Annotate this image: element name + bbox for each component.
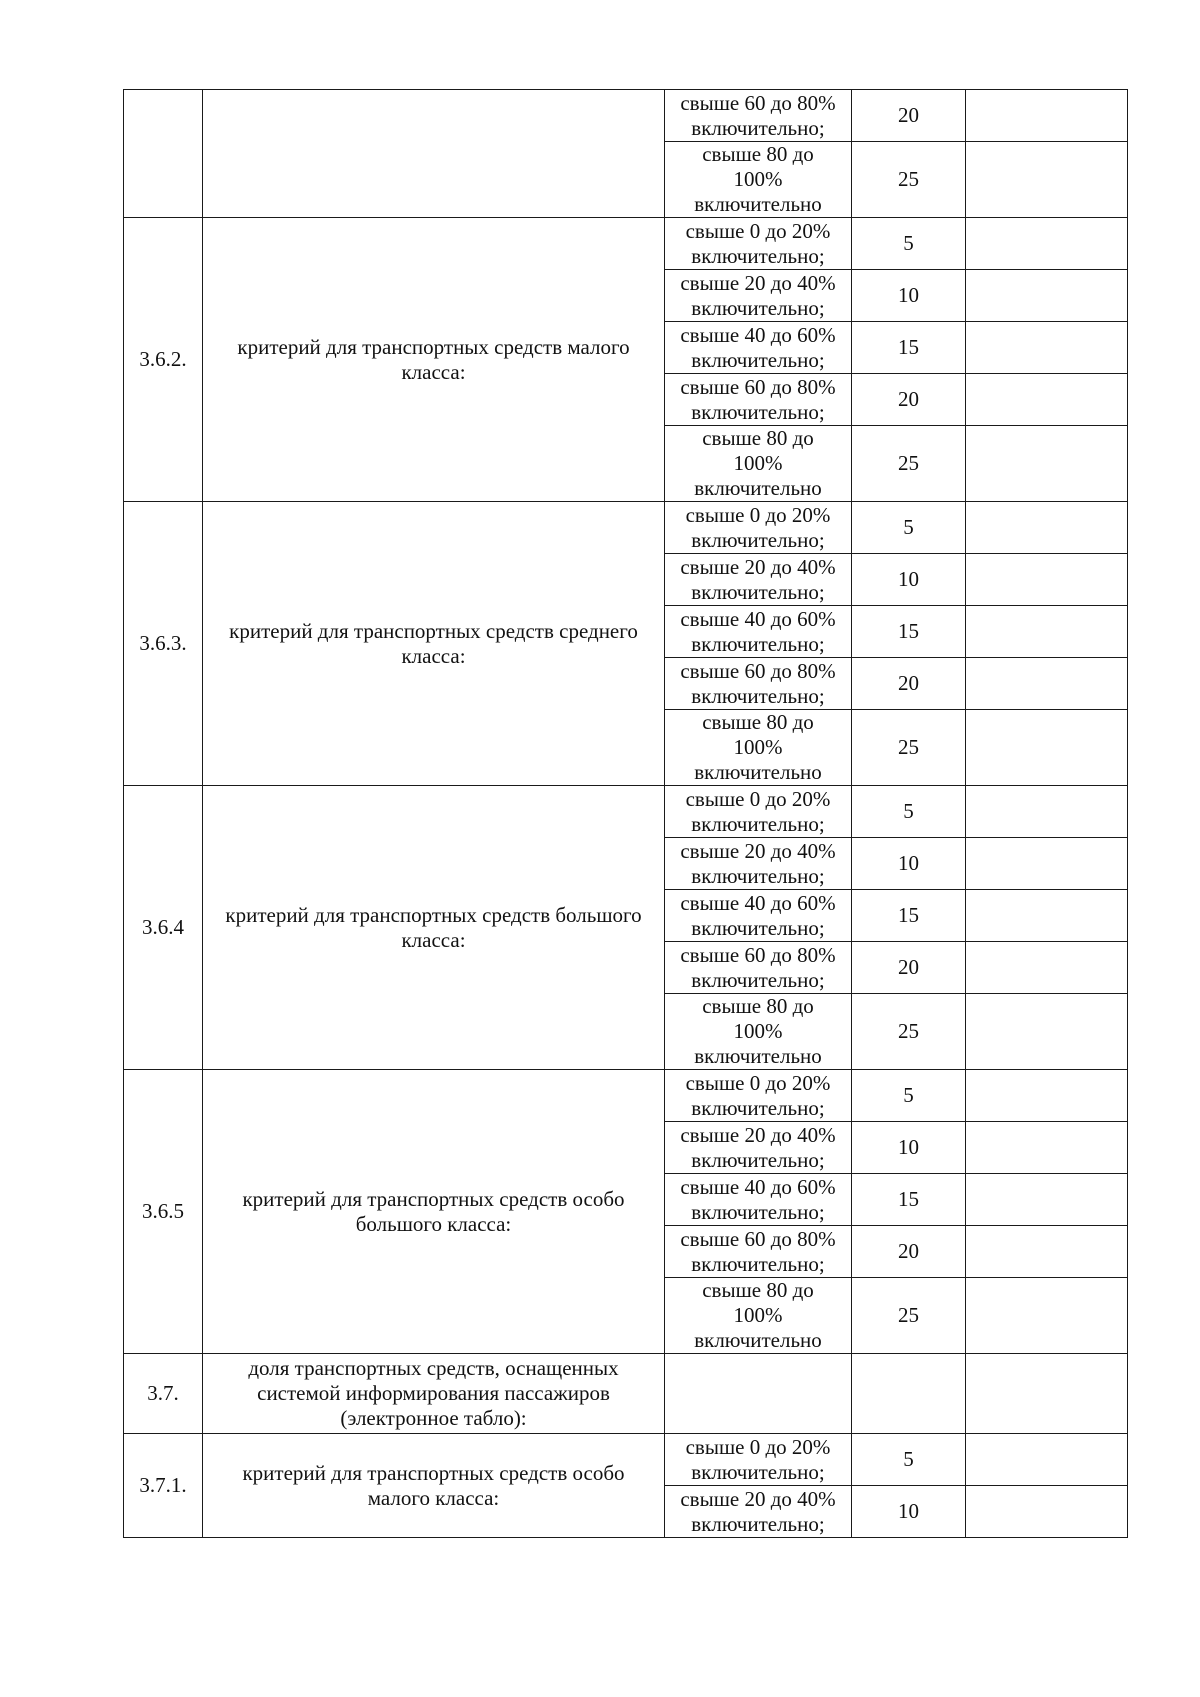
range-cell: свыше 80 до 100% включительно [665, 426, 852, 502]
score-cell: 15 [852, 890, 966, 942]
score-cell [852, 1354, 966, 1434]
empty-cell [966, 554, 1128, 606]
score-cell: 5 [852, 1070, 966, 1122]
range-cell: свыше 20 до 40% включительно; [665, 1486, 852, 1538]
item-number-cell: 3.6.2. [124, 218, 203, 502]
score-cell: 25 [852, 142, 966, 218]
empty-cell [966, 1434, 1128, 1486]
table-row [124, 90, 1128, 142]
score-cell: 20 [852, 658, 966, 710]
range-cell: свыше 80 до 100% включительно [665, 1278, 852, 1354]
empty-cell [966, 1226, 1128, 1278]
empty-cell [966, 374, 1128, 426]
empty-cell [966, 1174, 1128, 1226]
empty-cell [966, 1070, 1128, 1122]
range-cell: свыше 60 до 80% включительно; [665, 90, 852, 142]
empty-cell [966, 890, 1128, 942]
score-cell: 5 [852, 786, 966, 838]
empty-cell [966, 1486, 1128, 1538]
score-cell: 20 [852, 374, 966, 426]
score-cell: 15 [852, 606, 966, 658]
range-cell: свыше 60 до 80% включительно; [665, 942, 852, 994]
empty-cell [966, 786, 1128, 838]
item-number-cell: 3.7.1. [124, 1434, 203, 1538]
range-cell: свыше 20 до 40% включительно; [665, 554, 852, 606]
item-number-cell [124, 90, 203, 218]
range-cell: свыше 0 до 20% включительно; [665, 1070, 852, 1122]
empty-cell [966, 1122, 1128, 1174]
score-cell: 10 [852, 1122, 966, 1174]
criterion-cell [203, 90, 665, 218]
score-cell: 5 [852, 1434, 966, 1486]
item-number-cell: 3.6.5 [124, 1070, 203, 1354]
range-cell: свыше 60 до 80% включительно; [665, 1226, 852, 1278]
score-cell: 15 [852, 1174, 966, 1226]
item-number-cell: 3.7. [124, 1354, 203, 1434]
score-cell: 25 [852, 710, 966, 786]
range-cell: свыше 0 до 20% включительно; [665, 786, 852, 838]
table-row [124, 1434, 1128, 1486]
empty-cell [966, 426, 1128, 502]
empty-cell [966, 270, 1128, 322]
empty-cell [966, 942, 1128, 994]
criterion-cell: доля транспортных средств, оснащенных системой информирования пассажиров (электронное табло): [203, 1354, 665, 1434]
item-number-cell: 3.6.3. [124, 502, 203, 786]
score-cell: 10 [852, 838, 966, 890]
range-cell: свыше 0 до 20% включительно; [665, 502, 852, 554]
score-cell: 10 [852, 554, 966, 606]
range-cell: свыше 80 до 100% включительно [665, 142, 852, 218]
range-cell: свыше 20 до 40% включительно; [665, 270, 852, 322]
range-cell: свыше 80 до 100% включительно [665, 994, 852, 1070]
range-cell: свыше 0 до 20% включительно; [665, 218, 852, 270]
table-row [124, 218, 1128, 270]
table-row [124, 502, 1128, 554]
range-cell: свыше 40 до 60% включительно; [665, 322, 852, 374]
score-cell: 25 [852, 426, 966, 502]
criterion-cell: критерий для транспортных средств большого класса: [203, 786, 665, 1070]
score-cell: 20 [852, 90, 966, 142]
empty-cell [966, 1354, 1128, 1434]
criterion-cell: критерий для транспортных средств малого класса: [203, 218, 665, 502]
criterion-cell: критерий для транспортных средств особо большого класса: [203, 1070, 665, 1354]
criteria-table-body [124, 90, 1128, 1538]
criterion-cell: критерий для транспортных средств особо малого класса: [203, 1434, 665, 1538]
empty-cell [966, 606, 1128, 658]
empty-cell [966, 838, 1128, 890]
empty-cell [966, 1278, 1128, 1354]
range-cell: свыше 60 до 80% включительно; [665, 374, 852, 426]
empty-cell [966, 322, 1128, 374]
score-cell: 10 [852, 270, 966, 322]
empty-cell [966, 90, 1128, 142]
score-cell: 5 [852, 502, 966, 554]
table-row [124, 1070, 1128, 1122]
score-cell: 25 [852, 1278, 966, 1354]
range-cell: свыше 40 до 60% включительно; [665, 1174, 852, 1226]
empty-cell [966, 994, 1128, 1070]
range-cell: свыше 20 до 40% включительно; [665, 1122, 852, 1174]
range-cell: свыше 60 до 80% включительно; [665, 658, 852, 710]
criteria-table [123, 89, 1128, 1538]
score-cell: 25 [852, 994, 966, 1070]
score-cell: 5 [852, 218, 966, 270]
table-row [124, 786, 1128, 838]
range-cell: свыше 40 до 60% включительно; [665, 890, 852, 942]
empty-cell [966, 142, 1128, 218]
criterion-cell: критерий для транспортных средств среднего класса: [203, 502, 665, 786]
empty-cell [966, 502, 1128, 554]
item-number-cell: 3.6.4 [124, 786, 203, 1070]
table-row [124, 1354, 1128, 1434]
score-cell: 10 [852, 1486, 966, 1538]
score-cell: 20 [852, 1226, 966, 1278]
range-cell: свыше 0 до 20% включительно; [665, 1434, 852, 1486]
empty-cell [966, 218, 1128, 270]
empty-cell [966, 658, 1128, 710]
score-cell: 20 [852, 942, 966, 994]
empty-cell [966, 710, 1128, 786]
range-cell [665, 1354, 852, 1434]
range-cell: свыше 40 до 60% включительно; [665, 606, 852, 658]
range-cell: свыше 20 до 40% включительно; [665, 838, 852, 890]
score-cell: 15 [852, 322, 966, 374]
range-cell: свыше 80 до 100% включительно [665, 710, 852, 786]
